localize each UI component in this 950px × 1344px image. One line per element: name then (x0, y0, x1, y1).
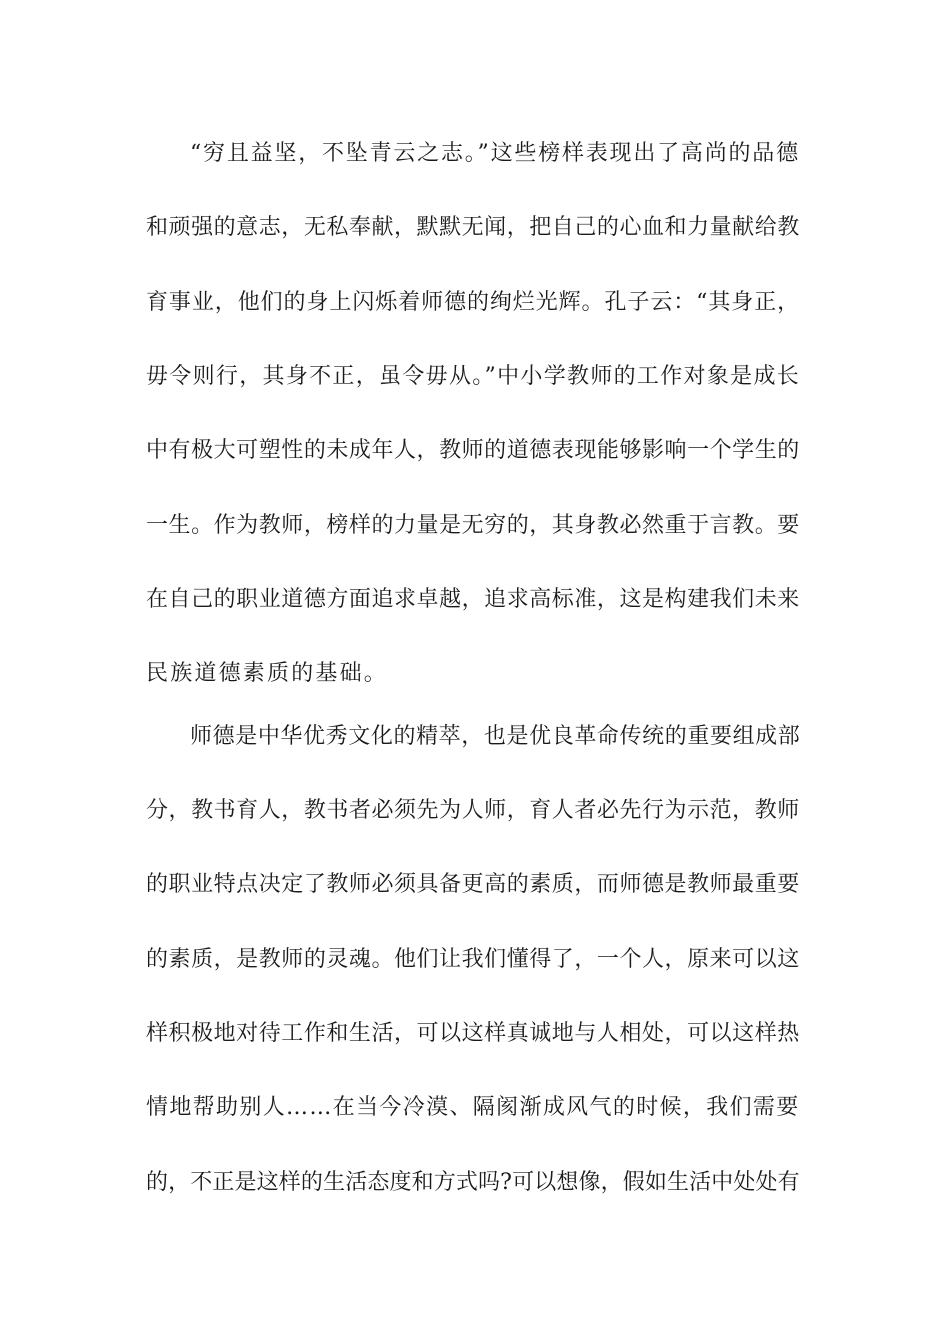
paragraph-2-line-2: 分，教书育人，教书者必须先为人师，育人者必先行为示范，教师 (146, 798, 800, 823)
paragraph-2-line-7: 的，不正是这样的生活态度和方式吗?可以想像，假如生活中处处有 (146, 1170, 800, 1195)
paragraph-1-line-7: 在自己的职业道德方面追求卓越，追求高标准，这是构建我们未来 (146, 587, 800, 612)
paragraph-1-line-6: 一生。作为教师，榜样的力量是无穷的，其身教必然重于言教。要 (146, 513, 800, 538)
paragraph-1-line-1: “穷且益坚，不坠青云之志。”这些榜样表现出了高尚的品德 (190, 141, 800, 166)
paragraph-2-line-4: 的素质，是教师的灵魂。他们让我们懂得了，一个人，原来可以这 (146, 947, 800, 972)
paragraph-2-line-5: 样积极地对待工作和生活，可以这样真诚地与人相处，可以这样热 (146, 1021, 800, 1046)
paragraph-1-line-8: 民族道德素质的基础。 (146, 661, 389, 686)
paragraph-1-line-2: 和顽强的意志，无私奉献，默默无闻，把自己的心血和力量献给教 (146, 215, 800, 240)
paragraph-1-line-4: 毋令则行，其身不正，虽令毋从。”中小学教师的工作对象是成长 (146, 364, 801, 389)
paragraph-2-line-1: 师德是中华优秀文化的精萃，也是优良革命传统的重要组成部 (190, 724, 801, 749)
paragraph-1-line-3: 育事业，他们的身上闪烁着师德的绚烂光辉。孔子云：“其身正， (146, 290, 801, 315)
paragraph-2-line-6: 情地帮助别人……在当今冷漠、隔阂渐成风气的时候，我们需要 (146, 1095, 800, 1120)
paragraph-2-line-3: 的职业特点决定了教师必须具备更高的素质，而师德是教师最重要 (146, 872, 800, 897)
paragraph-1-line-5: 中有极大可塑性的未成年人，教师的道德表现能够影响一个学生的 (146, 438, 800, 463)
